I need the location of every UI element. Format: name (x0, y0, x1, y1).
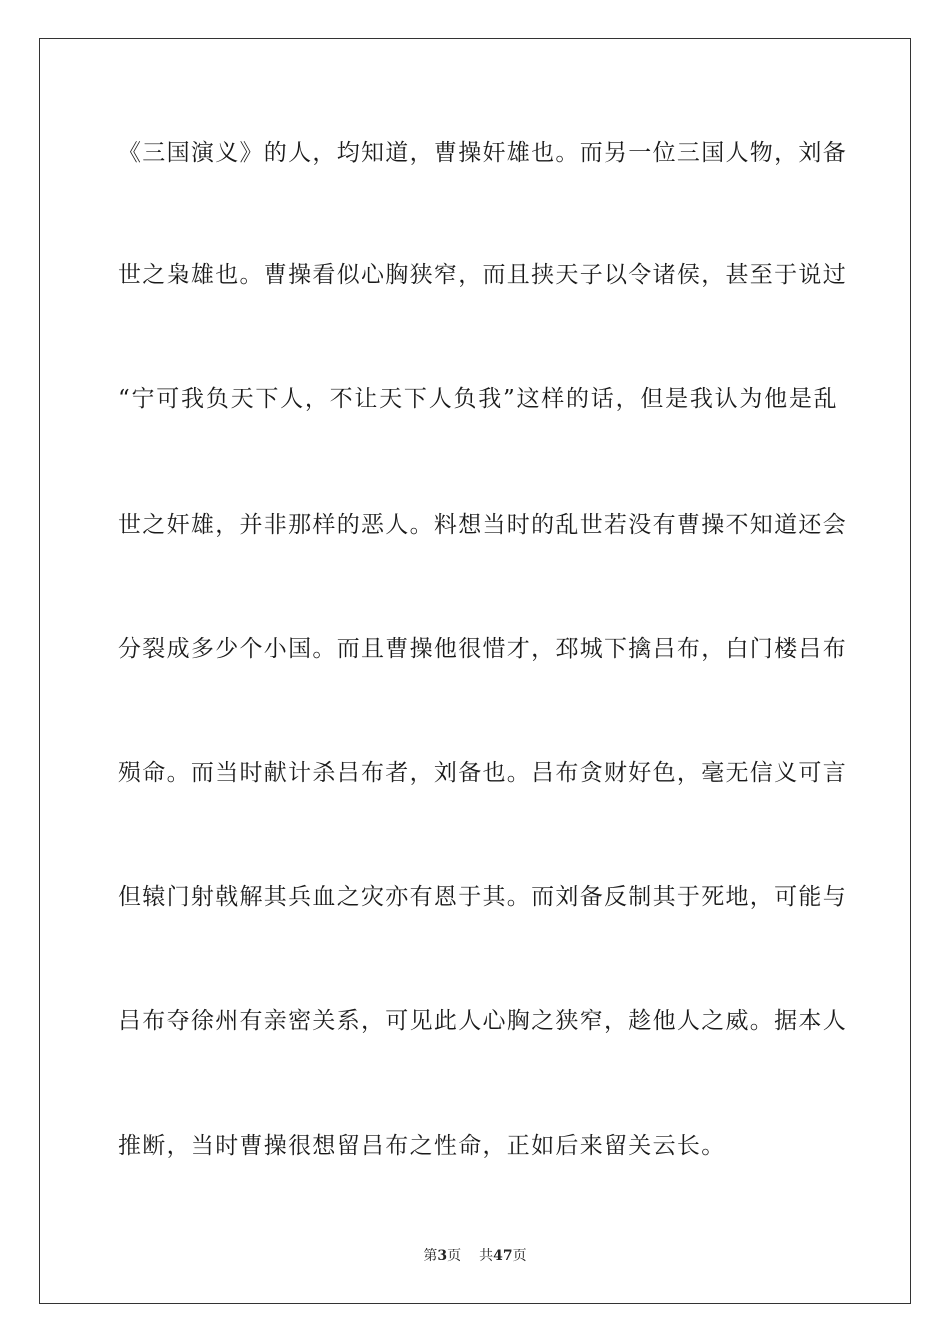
page-border (39, 38, 911, 1304)
total-pages: 47 (493, 1248, 513, 1264)
text-line-5: 分裂成多少个小国。而且曹操他很惜才，邳城下擒吕布，白门楼吕布 (118, 636, 847, 662)
text-line-7: 但辕门射戟解其兵血之灾亦有恩于其。而刘备反制其于死地，可能与 (118, 884, 847, 910)
page-number: 3 (437, 1248, 448, 1264)
page-suffix: 页 (447, 1248, 462, 1264)
total-suffix: 页 (512, 1248, 527, 1264)
text-line-3: “宁可我负天下人，不让天下人负我”这样的话，但是我认为他是乱 (118, 386, 838, 412)
text-line-6: 殒命。而当时献计杀吕布者，刘备也。吕布贪财好色，毫无信义可言 (118, 760, 847, 786)
text-line-1: 《三国演义》的人，均知道，曹操奸雄也。而另一位三国人物，刘备 (118, 140, 847, 166)
page-prefix: 第 (423, 1248, 438, 1264)
text-line-8: 吕布夺徐州有亲密关系，可见此人心胸之狭窄，趁他人之威。据本人 (118, 1008, 847, 1034)
total-prefix: 共 (479, 1248, 494, 1264)
page-footer (0, 1246, 950, 1266)
text-line-4: 世之奸雄，并非那样的恶人。料想当时的乱世若没有曹操不知道还会 (118, 512, 847, 538)
text-line-2: 世之枭雄也。曹操看似心胸狭窄，而且挟天子以令诸侯，甚至于说过 (118, 262, 847, 288)
text-line-9: 推断，当时曹操很想留吕布之性命，正如后来留关云长。 (118, 1133, 726, 1159)
